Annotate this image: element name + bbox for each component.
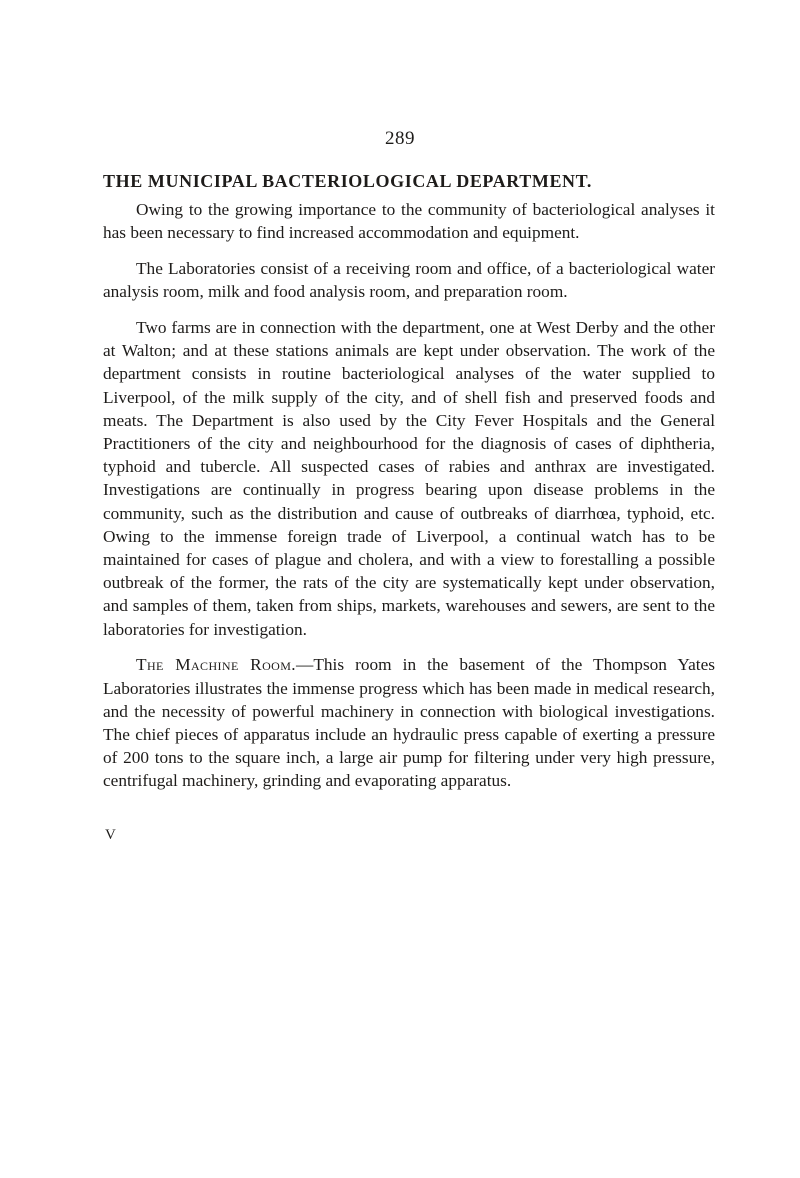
paragraph-farms-and-work: Two farms are in connection with the department, one at West Derby and the other at Walton; and at these stations animals are kept under observation. The work of the department consists in routine bacteriological analyses of the water supplied to Liverpool, of the milk supply of the city, and of shell fish and preserved foods and meats. The Department is also used by the City Fever Hospitals and the General Practitioners of the city and neighbourhood for the diagnosis of cases of diphtheria, typhoid and tubercle. All suspected cases of rabies and anthrax are investigated. Investigations are continually in progress bearing upon disease problems in the community, such as the distribution and cause of outbreaks of diarrhœa, typhoid, etc. Owing to the immense foreign trade of Liverpool, a continual watch has to be maintained for cases of plague and cholera, and with a view to forestalling a possible outbreak of the former, the rats of the city are systematically kept under observation, and samples of them, taken from ships, markets, warehouses and sewers, are sent to the laboratories for investigation.: [103, 318, 715, 639]
paragraph-machine-room: [103, 653, 715, 792]
machine-room-title: The Machine Room.: [136, 655, 297, 675]
paragraph-accommodation: Owing to the growing importance to the community of bacteriological analyses it has been necessary to find increased accommodation and equipment.: [103, 200, 715, 243]
page-number: 289: [385, 128, 415, 149]
paragraph-laboratories: The Laboratories consist of a receiving room and office, of a bacteriological water analysis room, milk and food analysis room, and preparation room.: [103, 259, 715, 302]
body-text: [103, 198, 715, 805]
signature-mark: V: [105, 827, 116, 843]
machine-room-text: —This room in the basement of the Thompson Yates Laboratories illustrates the immense progress which has been made in medical research, and the necessity of powerful machinery in connection with biological investigations. The chief pieces of apparatus include an hydraulic press capable of exerting a pressure of 200 tons to the square inch, a large air pump for filtering under very high pressure, centrifugal machinery, grinding and evaporating apparatus.: [103, 655, 715, 791]
section-heading: THE MUNICIPAL BACTERIOLOGICAL DEPARTMENT.: [103, 171, 593, 191]
